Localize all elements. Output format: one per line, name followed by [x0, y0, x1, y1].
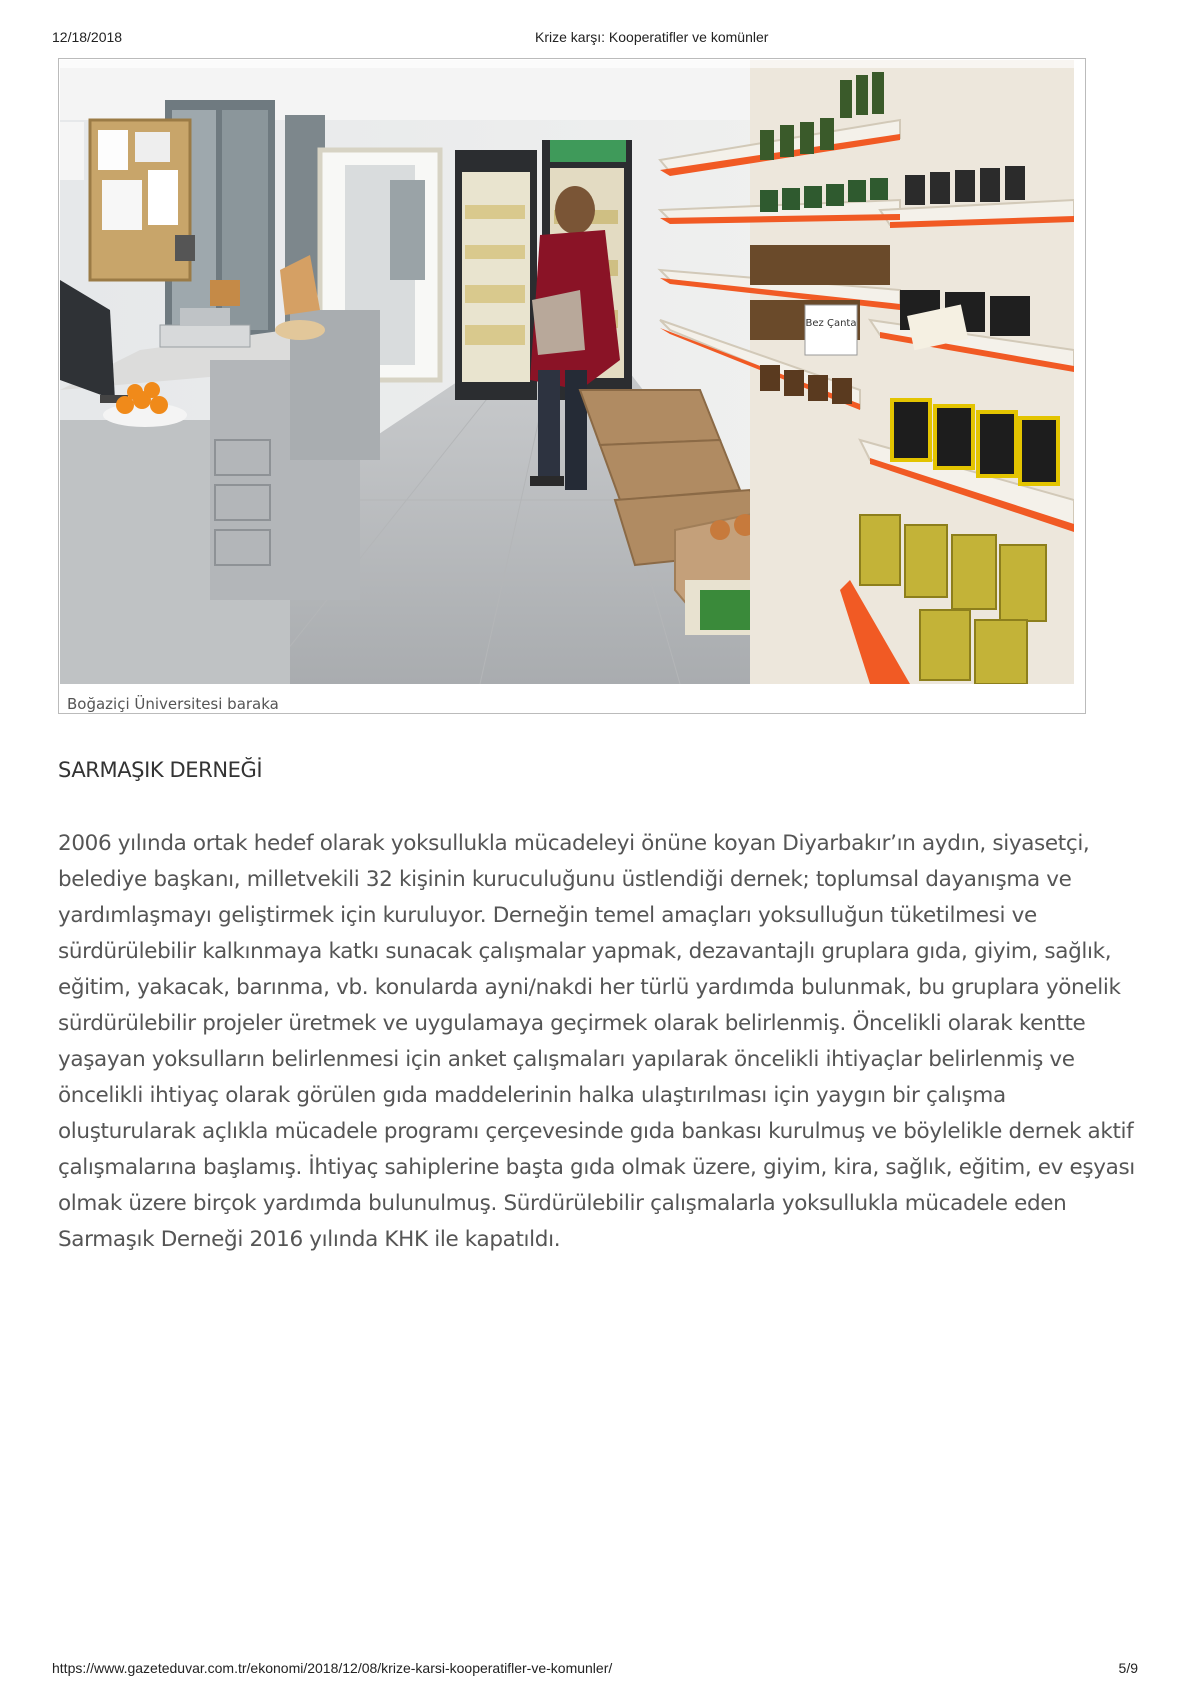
print-title: Krize karşı: Kooperatifler ve komünler	[535, 29, 769, 45]
store-photo	[60, 60, 1074, 684]
print-date: 12/18/2018	[52, 29, 123, 45]
article-figure	[58, 58, 1086, 714]
section-body-paragraph: 2006 yılında ortak hedef olarak yoksullukla mücadeleyi önüne koyan Diyarbakır’ın aydın, siyasetçi, belediye başkanı, milletvekili 32 kişinin kuruculuğunu üstlendiği dernek; toplumsal dayanışma ve yardımlaşmayı geliştirmek için kuruluyor. Derneğin temel amaçları yoksulluğun tüketilmesi ve sürdürülebilir kalkınmaya katkı sunacak çalışmalar yapmak, dezavantajlı gruplara gıda, giyim, sağlık, eğitim, yakacak, barınma, vb. konularda ayni/nakdi her türlü yardımda bulunmak, bu gruplara yönelik sürdürülebilir projeler üretmek ve uygulamaya geçirmek olarak belirlenmiş. Öncelikli olarak kentte yaşayan yoksulların belirlenmesi için anket çalışmaları yapılarak öncelikli ihtiyaçlar belirlenmiş ve öncelikli ihtiyaç olarak görülen gıda maddelerinin halka ulaştırılması için yaygın bir çalışma oluşturularak açlıkla mücadele programı çerçevesinde gıda bankası kurulmuş ve böylelikle dernek aktif çalışmalarına başlamış. İhtiyaç sahiplerine başta gıda olmak üzere, giyim, kira, sağlık, eğitim, ev eşyası olmak üzere birçok yardımda bulunulmuş. Sürdürülebilir çalışmalarla yoksullukla mücadele eden Sarmaşık Derneği 2016 yılında KHK ile kapatıldı.	[58, 831, 1135, 1252]
print-url: https://www.gazeteduvar.com.tr/ekonomi/2018/12/08/krize-karsi-kooperatifler-ve-komunler/	[52, 1660, 613, 1676]
section-heading: SARMAŞIK DERNEĞİ	[58, 758, 263, 782]
price-sign-text: Bez Çanta	[805, 318, 857, 329]
page-number: 5/9	[1118, 1660, 1138, 1676]
figure-caption: Boğaziçi Üniversitesi baraka	[67, 695, 279, 713]
